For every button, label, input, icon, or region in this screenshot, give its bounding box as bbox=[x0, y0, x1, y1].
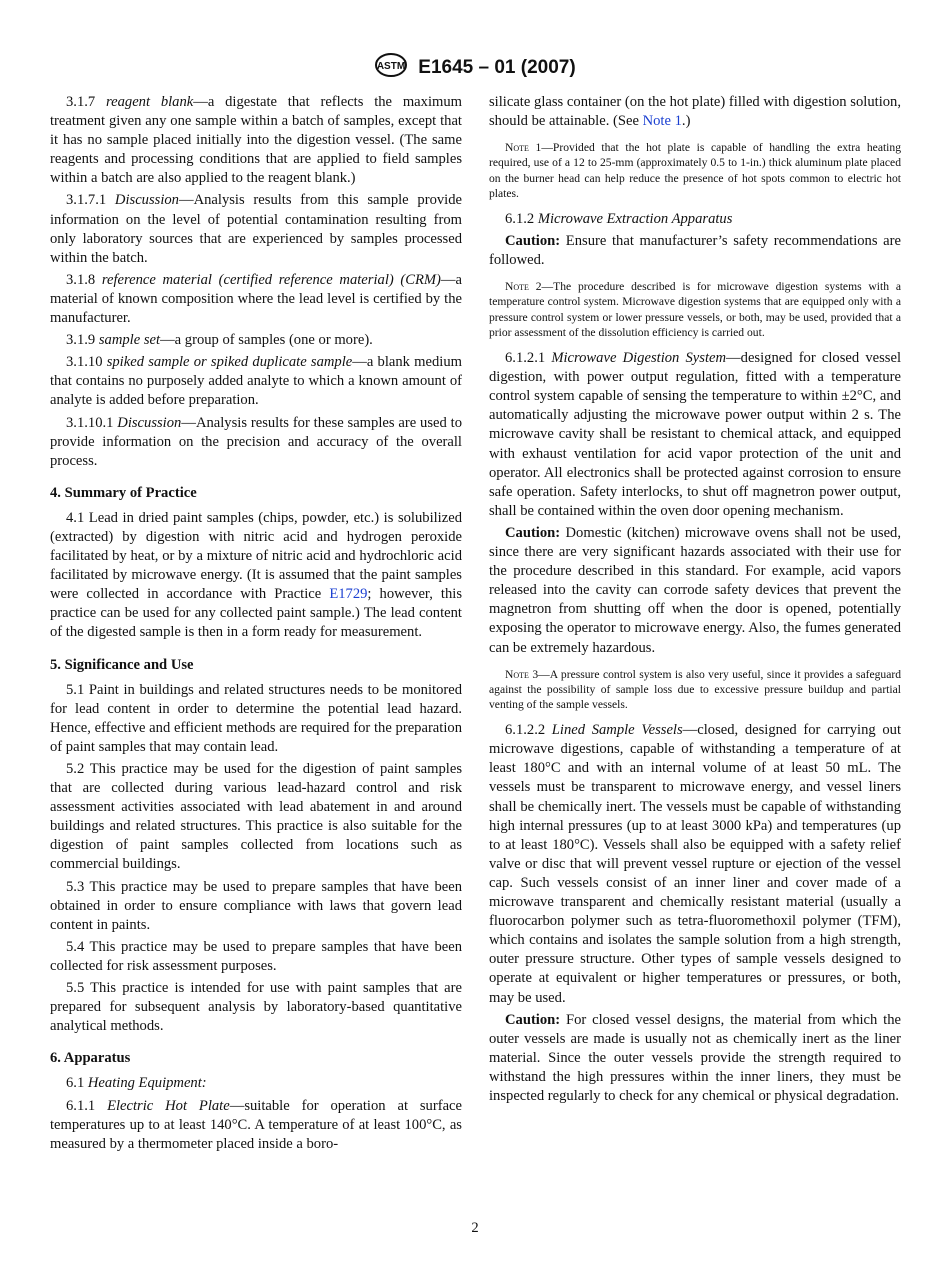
paragraph bbox=[50, 414, 462, 471]
paragraph bbox=[489, 93, 901, 131]
text: 5.4 This practice may be used to prepare samples that have been collected for risk assessment purposes. bbox=[50, 938, 462, 974]
note-paragraph bbox=[489, 140, 901, 201]
text: 5.2 This practice may be used for the digestion of paint samples that are collected during various lead-hazard control and risk assessment activities associated with lead abatement in and around buildings and related structures. This practice is also suitable for the digestion of paint samples collected from locations such as commercial buildings. bbox=[50, 761, 462, 873]
document-designation: E1645 – 01 (2007) bbox=[418, 56, 576, 78]
note-label: Note bbox=[505, 280, 529, 294]
note-paragraph bbox=[489, 667, 901, 713]
note-label: Note bbox=[505, 667, 529, 681]
note-paragraph bbox=[489, 279, 901, 340]
paragraph bbox=[50, 878, 462, 935]
term: Discussion bbox=[114, 192, 179, 209]
text: 6. Apparatus bbox=[50, 1050, 131, 1067]
text: —a material of known composition where the lead level is certified by the manufacturer. bbox=[50, 271, 462, 327]
term: Electric Hot Plate bbox=[107, 1097, 230, 1114]
paragraph bbox=[50, 760, 462, 875]
paragraph bbox=[489, 210, 901, 229]
text: ; however, this practice can be used for any collected paint sample.) The lead content of the digested sample is then in a form ready for measurement. bbox=[50, 586, 462, 641]
text: 3.1.7.1 bbox=[66, 192, 115, 209]
term: spiked sample or spiked duplicate sample bbox=[106, 354, 353, 371]
text: Domestic (kitchen) microwave ovens shall not be used, since there are very significant hazards associated with their use for the procedure described in this standard. For example, acid vapors released into the cavity can corrode safety devices that prevent the magnetron from shutting off when the door is opened, potentially exposing the operator to microwave energy. Also, the fumes generated can be extremely hazardous. bbox=[489, 524, 901, 656]
text: —a blank medium that contains no purposely added analyte to which a known amount of analyte is added before preparation. bbox=[50, 354, 462, 409]
section-heading bbox=[50, 656, 462, 675]
caution-label: Caution: bbox=[505, 233, 561, 250]
reference-link[interactable]: Note 1 bbox=[642, 113, 682, 130]
paragraph bbox=[489, 232, 901, 270]
text: silicate glass container (on the hot plate) filled with digestion solution, should be attainable. (See bbox=[489, 94, 901, 130]
paragraph bbox=[489, 524, 901, 658]
paragraph bbox=[50, 353, 462, 410]
text: 1—Provided that the hot plate is capable of handling the extra heating required, use of a 12 to 25-mm (approximately 0.5 to 1-in.) thick aluminum plate placed on the burner head can help reduce the presence of hot spots common to electric hot plates. bbox=[489, 141, 901, 200]
left-column bbox=[50, 93, 462, 1157]
text: Ensure that manufacturer’s safety recommendations are followed. bbox=[489, 233, 901, 269]
paragraph bbox=[50, 979, 462, 1036]
right-column bbox=[489, 93, 901, 1109]
text: 5.5 This practice is intended for use with paint samples that are prepared for subsequent analysis by laboratory-based quantitative analytical methods. bbox=[50, 980, 462, 1035]
caution-label: Caution: bbox=[505, 524, 561, 541]
text: 4. Summary of Practice bbox=[50, 484, 197, 501]
page-header bbox=[0, 52, 950, 83]
text: 6.1 bbox=[66, 1075, 88, 1092]
note-label: Note bbox=[505, 141, 529, 155]
text: 6.1.1 bbox=[66, 1097, 108, 1114]
term: Microwave Digestion System bbox=[551, 350, 727, 367]
page-number: 2 bbox=[471, 1220, 479, 1236]
text: For closed vessel designs, the material from which the outer vessels are made is usually not as chemically inert as the liner material. Since the outer vessels provide the strength required to withstand the high pressures within the inner liners, they must be inspected regularly to check for any chemical or physical degradation. bbox=[489, 1011, 901, 1104]
text: .) bbox=[681, 113, 691, 130]
paragraph bbox=[50, 1074, 462, 1093]
text: 6.1.2.2 bbox=[505, 722, 552, 739]
text: 5.3 This practice may be used to prepare samples that have been obtained in order to ensure compliance with laws that govern lead content in paints. bbox=[50, 878, 462, 933]
text: 3.1.10 bbox=[66, 354, 107, 371]
term: reference material (certified reference material) (CRM) bbox=[101, 271, 441, 288]
text: —Analysis results from this sample provide information on the level of potential contamination resulting from only laboratory sources that are experienced by samples processed within the batch. bbox=[50, 192, 463, 266]
text: —a group of samples (one or more). bbox=[160, 332, 373, 349]
text: 3.1.9 bbox=[66, 332, 99, 349]
paragraph bbox=[50, 509, 462, 643]
text: —designed for closed vessel digestion, with power output regulation, fitted with a temperature control system capable of sensing the temperature to within ±2°C, and automatically adjusting the microwave power output within 2 s. The microwave cavity shall be resistant to chemical attack, and equipped with exhaust ventilation for acid vapor protection of the unit and operator. All electronics shall be protected against corrosion to ensure safe operation. Safety interlocks, to shut off magnetron power output, shall be contained within the oven door opening mechanism. bbox=[489, 350, 901, 519]
term: Microwave Extraction Apparatus bbox=[537, 211, 733, 227]
term: Lined Sample Vessels bbox=[551, 722, 683, 739]
paragraph bbox=[489, 349, 901, 521]
astm-logo-icon bbox=[374, 52, 408, 83]
text: —Analysis results for these samples are used to provide information on the precision and accuracy of the overall process. bbox=[50, 414, 462, 469]
text: 5.1 Paint in buildings and related structures needs to be monitored for lead content in order to determine the potential lead hazard. Hence, effective and efficient methods are required for the preparation of paint samples that may contain lead. bbox=[50, 681, 462, 755]
section-heading bbox=[50, 484, 462, 503]
text: 6.1.2.1 bbox=[505, 350, 552, 367]
text: 6.1.2 bbox=[505, 211, 538, 227]
text: 3—A pressure control system is also very useful, since it provides a safeguard against the possibility of sample loss due to excessive pressure buildup and partial venting of the sample vessels. bbox=[489, 667, 901, 711]
reference-link[interactable]: E1729 bbox=[329, 586, 368, 603]
text: 2—The procedure described is for microwave digestion systems with a temperature control system. Microwave digestion systems that are equipped only with a pressure control system or lower pressure vessels, or both, may be used, provided that a prior assessment of the dissolution efficiency is carried out. bbox=[489, 280, 901, 339]
term: reagent blank bbox=[105, 94, 194, 110]
caution-label: Caution: bbox=[505, 1011, 561, 1028]
paragraph bbox=[50, 938, 462, 976]
paragraph bbox=[50, 191, 462, 267]
paragraph bbox=[50, 331, 462, 350]
term: Heating Equipment: bbox=[87, 1075, 207, 1092]
paragraph bbox=[50, 1097, 462, 1154]
paragraph bbox=[50, 681, 462, 757]
text: —suitable for operation at surface temperatures up to at least 140°C. A temperature of at least 100°C, as measured by a thermometer placed inside a boro- bbox=[50, 1097, 462, 1152]
term: sample set bbox=[98, 332, 161, 349]
section-heading bbox=[50, 1049, 462, 1068]
text: 3.1.7 bbox=[66, 94, 106, 110]
text: 4.1 Lead in dried paint samples (chips, powder, etc.) is solubilized (extracted) by digestion with nitric acid and hydrogen peroxide facilitated by heat, or by a mixture of nitric acid and hydrochloric acid facilitated by microwave energy. (It is assumed that the paint samples were collected in accordance with Practice bbox=[50, 509, 462, 603]
text: —closed, designed for carrying out microwave digestions, capable of withstanding a temperature of at least 180°C and with an internal volume of at least 50 mL. The vessels must be transparent to microwave energy, and vessel liners shall be chemically inert. The vessels must be capable of withstanding high internal pressures (up to at least 3000 kPa) and temperatures (up to at least 180°C). Vessels shall also be equipped with a safety relief valve or disc that will prevent vessel rupture or ejection of the vessel cap. Such vessels consist of an inner liner and cover made of a microwave transparent and chemically resistant material (usually a fluorocarbon polymer such as tetra-fluoromethoxil polymer (TFM), which contains and isolates the sample solution from a high strength, outer pressure structure. Other types of sample vessels designed to operate at equivalent or higher temperatures or pressures, or both, may be used. bbox=[489, 722, 901, 1006]
paragraph bbox=[489, 1011, 901, 1106]
text: —a digestate that reflects the maximum treatment given any one sample within a batch of samples, except that it has no sample placed initially into the digestion vessel. (The same reagents and processing conditions that are applied to field samples within a batch are also applied to the reagent blank.) bbox=[50, 94, 463, 187]
text: 3.1.8 bbox=[66, 271, 102, 288]
paragraph bbox=[50, 93, 462, 188]
paragraph bbox=[489, 721, 901, 1007]
text: 5. Significance and Use bbox=[50, 656, 194, 673]
term: Discussion bbox=[117, 414, 182, 431]
text: 3.1.10.1 bbox=[66, 414, 118, 431]
paragraph bbox=[50, 271, 462, 328]
svg-text:ASTM: ASTM bbox=[377, 61, 406, 72]
